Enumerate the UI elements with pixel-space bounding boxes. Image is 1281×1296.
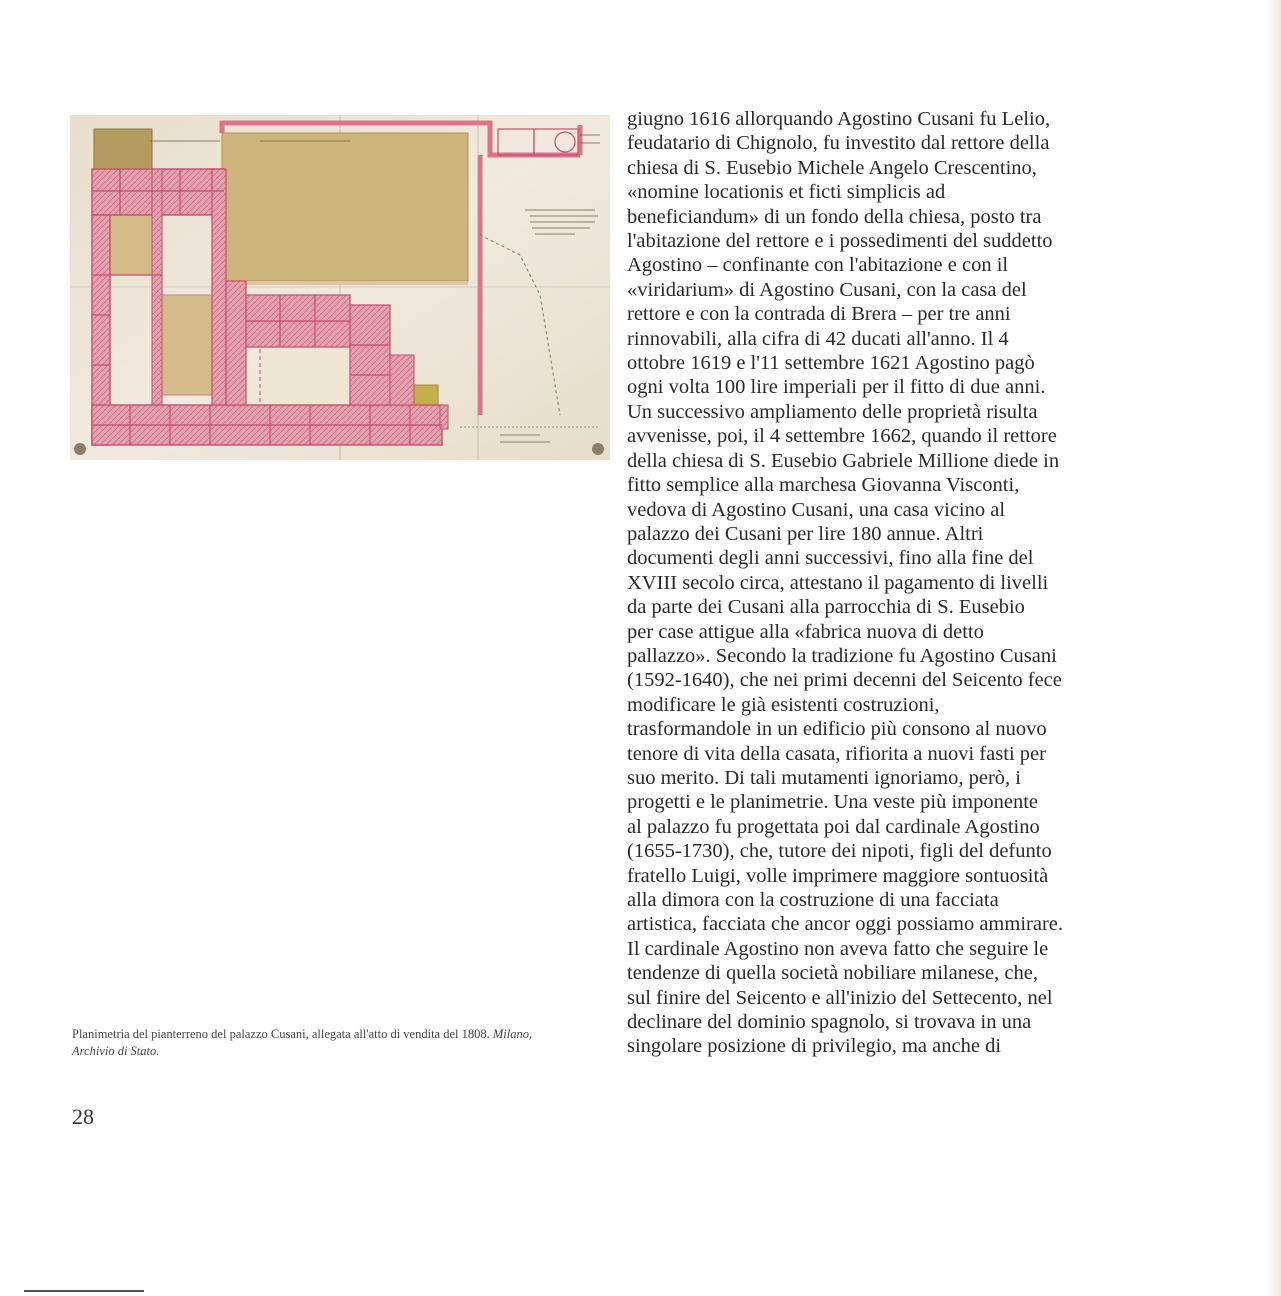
text-line: avvenisse, poi, il 4 settembre 1662, quando il rettore: [627, 425, 1057, 448]
floor-plan-drawing-icon: [70, 115, 610, 460]
text-line: Agostino – confinante con l'abitazione e con il: [627, 254, 1009, 277]
text-line: trasformandole in un edificio più consono al nuovo: [627, 718, 1047, 741]
text-line: ottobre 1619 e l'11 settembre 1621 Agostino pagò: [627, 352, 1035, 375]
caption-main: Planimetria del pianterreno del palazzo Cusani, allegata all'atto di vendita del 1808.: [72, 1027, 490, 1041]
text-line: beneficiandum» di un fondo della chiesa, posto tra: [627, 205, 1042, 228]
text-line: della chiesa di S. Eusebio Gabriele Millione diede in: [627, 449, 1060, 472]
text-line: tenore di vita della casata, rifiorita a nuovi fasti per: [627, 742, 1046, 765]
text-line: palazzo dei Cusani per lire 180 annue. Altri: [627, 522, 984, 545]
text-line: l'abitazione del rettore e i possedimenti del suddetto: [627, 230, 1053, 253]
text-line: (1592-1640), che nei primi decenni del Seicento fece: [627, 669, 1062, 692]
text-line: pallazzo». Secondo la tradizione fu Agostino Cusani: [627, 644, 1057, 667]
body-text: [627, 107, 1167, 1059]
text-line: Un successivo ampliamento delle proprietà risulta: [627, 400, 1038, 423]
page-number: 28: [72, 1104, 94, 1129]
text-line: vedova di Agostino Cusani, una casa vicino al: [627, 498, 1006, 521]
text-line: declinare del dominio spagnolo, si trovava in una: [627, 1011, 1032, 1034]
floor-plan-figure: [70, 115, 610, 460]
text-line: «nomine locationis et ficti simplicis ad: [627, 181, 946, 204]
text-line: chiesa di S. Eusebio Michele Angelo Crescentino,: [627, 156, 1037, 179]
text-line: sul finire del Seicento e all'inizio del Settecento, nel: [627, 986, 1053, 1009]
text-line: suo merito. Di tali mutamenti ignoriamo, però, i: [627, 766, 1021, 789]
text-line: fitto semplice alla marchesa Giovanna Visconti,: [627, 474, 1020, 497]
text-line: progetti e le planimetrie. Una veste più imponente: [627, 791, 1039, 814]
text-line: fratello Luigi, volle imprimere maggiore sontuosità: [627, 864, 1049, 887]
text-line: rettore e con la contrada di Brera – per tre anni: [627, 303, 1011, 326]
text-line: ogni volta 100 lire imperiali per il fitto di due anni.: [627, 376, 1046, 399]
text-line: artistica, facciata che ancor oggi possiamo ammirare.: [627, 913, 1063, 936]
caption-source: Milano, Archivio di Stato.: [72, 1027, 533, 1058]
text-line: XVIII secolo circa, attestano il pagamento di livelli: [627, 571, 1049, 594]
text-line: rinnovabili, alla cifra di 42 ducati all'anno. Il 4: [627, 327, 1009, 350]
text-line: feudatario di Chignolo, fu investito dal rettore della: [627, 132, 1050, 155]
text-line: per case attigue alla «fabrica nuova di detto: [627, 620, 984, 643]
figure-caption: [72, 1026, 572, 1060]
text-line: «viridarium» di Agostino Cusani, con la casa del: [627, 278, 1027, 301]
text-line: documenti degli anni successivi, fino alla fine del: [627, 547, 1034, 570]
text-line: al palazzo fu progettata poi dal cardinale Agostino: [627, 815, 1040, 838]
text-line: da parte dei Cusani alla parrocchia di S. Eusebio: [627, 596, 1025, 619]
text-line: modificare le già esistenti costruzioni,: [627, 693, 940, 716]
text-line: (1655-1730), che, tutore dei nipoti, figli del defunto: [627, 840, 1052, 863]
page-edge-shadow: [1267, 0, 1281, 1296]
bottom-rule: [24, 1290, 144, 1292]
text-line: Il cardinale Agostino non aveva fatto che seguire le: [627, 937, 1049, 960]
text-line: singolare posizione di privilegio, ma anche di: [627, 1035, 1002, 1058]
text-line: alla dimora con la costruzione di una facciata: [627, 889, 999, 911]
text-line: tendenze di quella società nobiliare milanese, che,: [627, 962, 1038, 985]
text-line: giugno 1616 allorquando Agostino Cusani fu Lelio,: [627, 108, 1051, 130]
